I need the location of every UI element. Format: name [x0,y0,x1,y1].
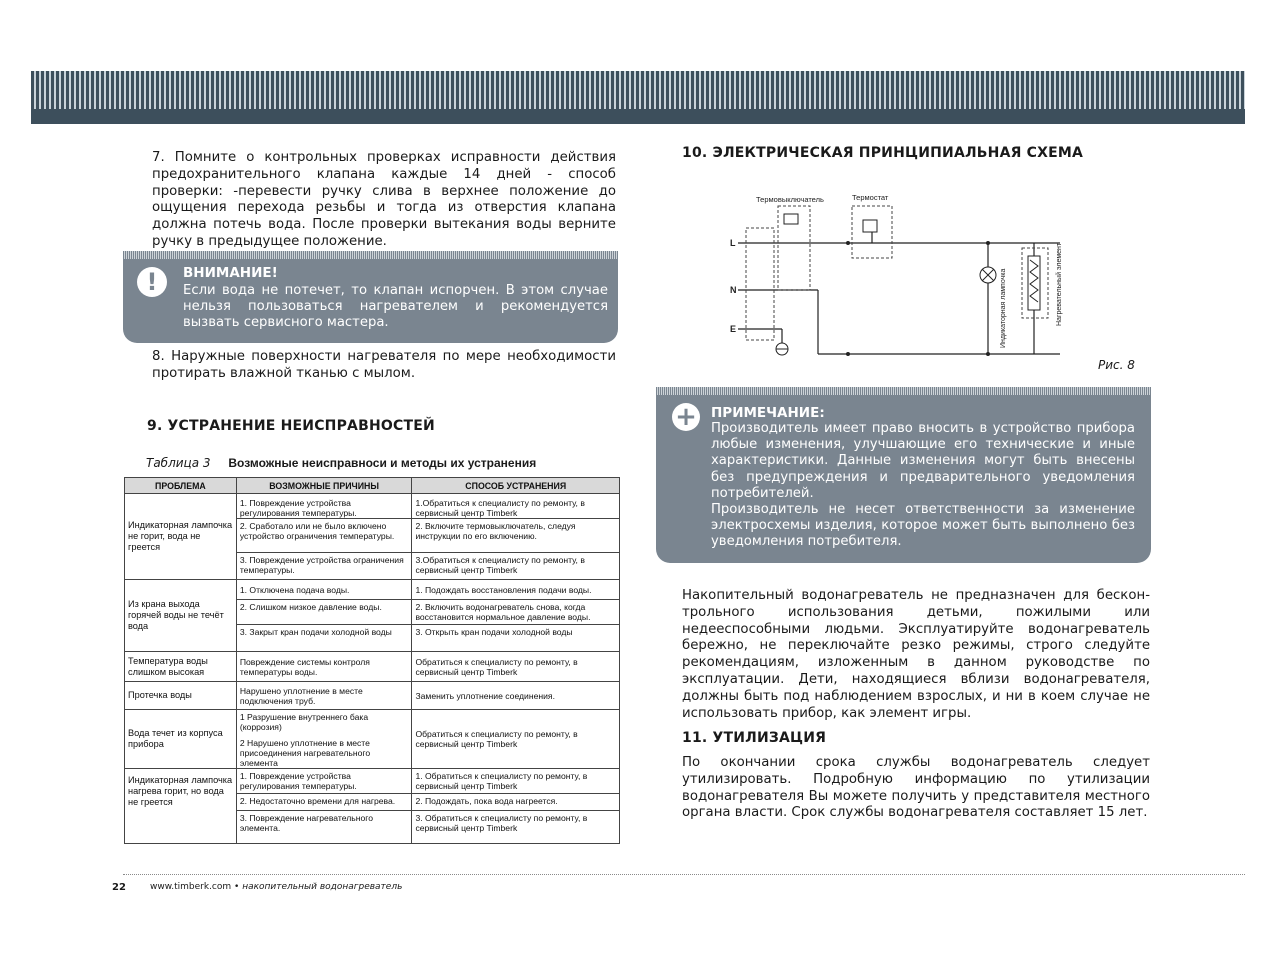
footer-text [150,882,402,892]
cause-item: 3. Закрыт кран подачи холодной воды [239,626,392,637]
problem-cell: Протечка воды [125,682,237,710]
section-10-heading: 10. ЭЛЕКТРИЧЕСКАЯ ПРИНЦИПИАЛЬНАЯ СХЕМА [682,145,1084,161]
thermoswitch-label: Термовыключатель [756,195,824,204]
electrical-schematic [720,186,1100,361]
terminal-e-label: E [730,324,737,334]
table-caption [146,456,536,470]
problem-cell: Индикаторная лампочка нагрева горит, но вода не греется [125,769,237,844]
note-box-top-stripe [656,387,1151,395]
section-9-heading: 9. УСТРАНЕНИЕ НЕИСПРАВНОСТЕЙ [147,418,435,434]
fix-item: 2. Подождать, пока вода нагреется. [412,794,619,811]
note-box [656,387,1151,563]
usage-warning-paragraph: Накопительный водонагреватель не предназначен для бесконтрольного использования детьми, пожилыми или недееспособными людьми. Эксплуатируйте водонагреватель бережно, не переключайте резко режимы, строго следуйте рекомендациям, изложенным в данном руководстве по эксплуатации. Дети, находящиеся вблизи водонагревателя, должны быть под наблюдением взрослых, и ни в коем случае не использовать прибор, как элемент игры. [682,588,1150,721]
footer-site: www.timberk.com [150,882,232,892]
fixes-cell [412,494,620,580]
cause-item: 2. Недостаточно времени для нагрева. [237,794,412,811]
cause-item: 2 Нарушено уплотнение в месте присоединения нагревательного элемента [239,738,371,768]
footer-separator: • [231,882,243,892]
table-row [125,769,620,844]
terminal-n-label: N [730,285,737,295]
header-banner [31,71,1245,124]
fix-item: Заменить уплотнение соединения. [412,682,620,710]
page-number: 22 [112,882,126,893]
problem-cell: Температура воды слишком высокая [125,652,237,682]
fix-item: 3.Обратиться к специалисту по ремонту, в сервисный центр Timberk [415,554,585,575]
table-row [125,494,620,580]
table-caption-title: Возможные неисправноси и методы их устранения [228,456,537,470]
cause-item: 3. Повреждение устройства ограничения температуры. [239,554,404,575]
problem-cell: Вода течет из корпуса прибора [125,710,237,769]
table-row [125,710,620,769]
table-header-row [125,478,620,494]
junction-dot [846,352,850,356]
fix-item: Обратиться к специалисту по ремонту, в сервисный центр Timberk [412,710,620,769]
cause-item: 2. Сработало или не было включено устройство ограничения температуры. [237,519,412,553]
cause-item: Нарушено уплотнение в месте подключения труб. [236,682,412,710]
warning-title: ВНИМАНИЕ! [183,265,278,281]
fixes-cell [412,769,620,844]
item-8-paragraph: 8. Наружные поверхности нагревателя по мере необходимости протирать влажной тканью с мылом. [152,349,616,381]
fix-item: 1. Подождать восстановления подачи воды. [412,583,619,600]
fix-item: 3. Обратиться к специалисту по ремонту, в сервисный центр Timberk [415,813,588,833]
exclamation-icon: ! [137,267,167,297]
thermoswitch-symbol [784,214,798,224]
causes-cell [236,580,412,652]
warning-box-top-stripe [123,251,618,259]
thermostat-label: Термостат [852,193,889,202]
figure-caption: Рис. 8 [1098,358,1135,372]
note-title: ПРИМЕЧАНИЕ: [711,405,825,421]
terminal-l-label: L [730,238,736,248]
fix-item: Обратиться к специалисту по ремонту, в сервисный центр Timberk [412,652,620,682]
fix-item: 1.Обратиться к специалисту по ремонту, в сервисный центр Timberk [412,496,619,519]
warning-box [123,251,618,343]
footer-doc-title: накопительный водонагреватель [242,882,403,892]
cause-item: 1. Повреждение устройства регулирования температуры. [237,769,412,794]
cause-item: 1. Отключена подача воды. [237,583,412,600]
note-text-1: Производитель имеет право вносить в устройство прибора любые изменения, улучшающие его технические и иные характеристики. Данные изменения могут быть внесены без предупреждения и предварительного уведомления потребителей. [711,421,1135,501]
footer-divider [123,874,1245,875]
causes-cell [236,710,412,769]
table-row [125,652,620,682]
cause-item: 1 Разрушение внутреннего бака (коррозия) [239,712,369,732]
fixes-cell [412,580,620,652]
table-header-problem: ПРОБЛЕМА [125,478,237,494]
terminal-dashed-box [746,228,774,340]
item-7-paragraph: 7. Помните о контрольных проверках исправности действия предохранительного клапана каждые 14 дней - способ проверки: -перевести ручку слива в верхнее положение до ощущения перехода резьбы и тогда из отверстия клапана должна потечь вода. После проверки вытекания воды верните ручку в предыдущее положение. [152,150,616,249]
header-banner-stripes [31,71,1245,109]
table-header-causes: ВОЗМОЖНЫЕ ПРИЧИНЫ [236,478,412,494]
junction-dot [986,352,990,356]
fix-item: 3. Открыть кран подачи холодной воды [415,626,573,637]
causes-cell [236,769,412,844]
table-caption-label: Таблица 3 [146,456,211,470]
fix-item: 2. Включите термовыключатель, следуя инструкции по его включению. [412,519,619,553]
cause-item: 3. Повреждение нагревательного элемента. [239,813,373,833]
section-11-text: По окончании срока службы водонагреватель следует утилизировать. Подробную информацию по утилизации водонагревателя Вы можете получить у представителя местного органа власти. Срок службы водонагревателя составляет 15 лет. [682,755,1150,821]
note-text-2: Производитель не несет ответственности за изменение электросхемы изделия, которое может быть выполнено без уведомления потребителя. [711,502,1135,550]
heater-label: Нагревательный элемент [1056,242,1063,326]
section-11-heading: 11. УТИЛИЗАЦИЯ [682,730,827,746]
heater-symbol [1028,256,1040,310]
troubleshooting-table [124,477,620,844]
cause-item: 1. Повреждение устройства регулирования температуры. [237,496,412,519]
fix-item: 2. Включить водонагреватель снова, когда восстановится нормальное давление воды. [412,600,619,625]
fix-item: 1. Обратиться к специалисту по ремонту, в сервисный центр Timberk [412,769,619,794]
problem-cell: Индикаторная лампочка не горит, вода не греется [125,494,237,580]
table-header-fixes: СПОСОБ УСТРАНЕНИЯ [412,478,620,494]
warning-text: Если вода не потечет, то клапан испорчен. В этом случае нельзя пользоваться нагревателем и рекомендуется вызвать сервисного мастера. [183,283,608,331]
thermostat-symbol [863,220,877,232]
cause-item: 2. Слишком низкое давление воды. [237,600,412,625]
junction-dot [986,241,990,245]
cause-item: Повреждение системы контроля температуры воды. [236,652,412,682]
note-text [711,421,1135,551]
table-row [125,682,620,710]
junction-dot [846,241,850,245]
problem-cell: Из крана выхода горячей воды не течёт вода [125,580,237,652]
plus-icon: + [672,403,700,431]
causes-cell [236,494,412,580]
lamp-label: Индикаторная лампочка [1000,268,1007,348]
table-row [125,580,620,652]
